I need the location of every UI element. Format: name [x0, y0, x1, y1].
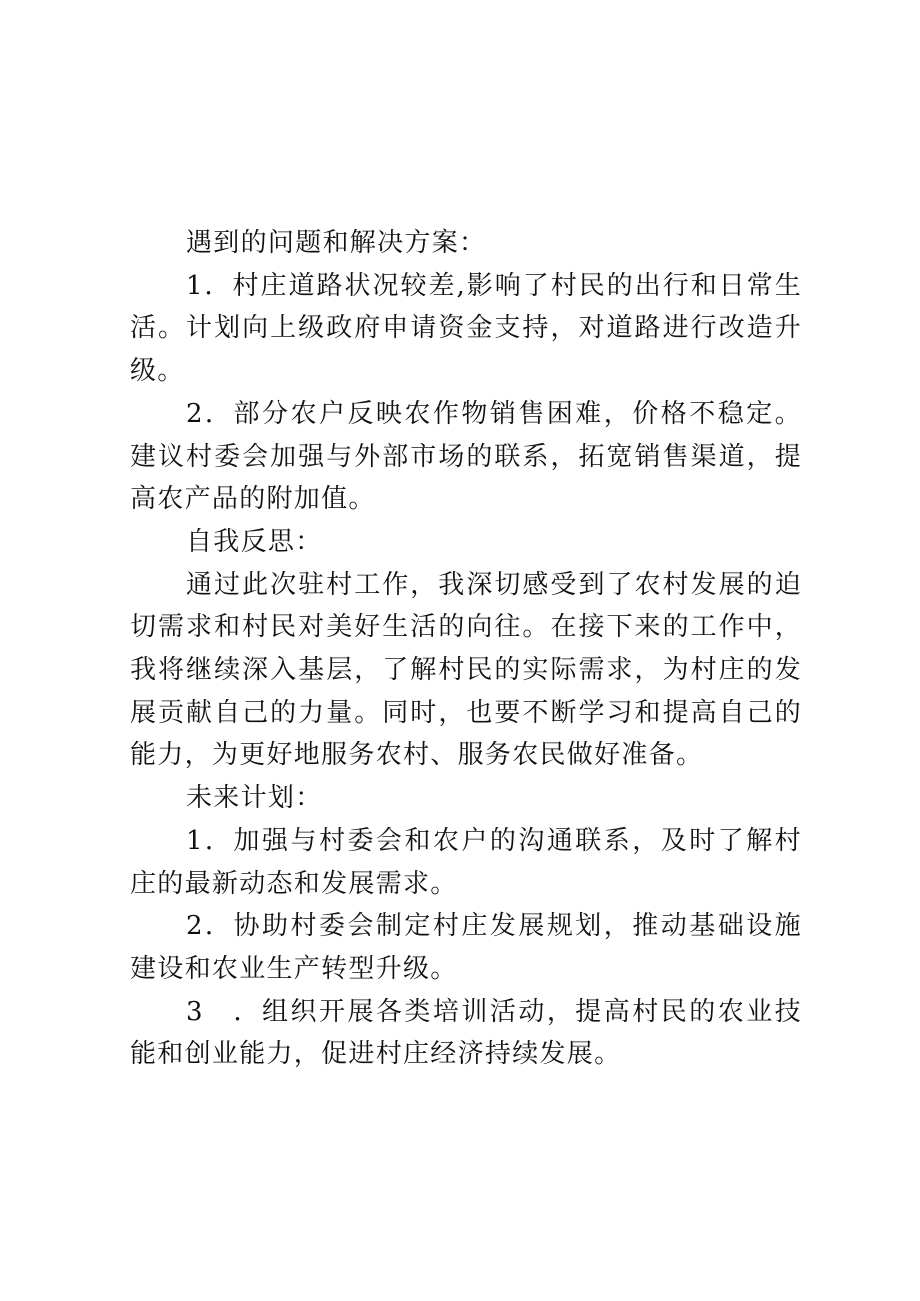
problem-item-1: 1．村庄道路状况较差,影响了村民的出行和日常生活。计划向上级政府申请资金支持，对道路进行改造升级。	[130, 270, 802, 387]
plan-item-2: 2．协助村委会制定村庄发展规划，推动基础设施建设和农业生产转型升级。	[130, 911, 802, 984]
section-heading-future-plan: 未来计划：	[186, 783, 323, 814]
reflection-paragraph: 通过此次驻村工作，我深切感受到了农村发展的迫切需求和村民对美好生活的向往。在接下来的工作中，我将继续深入基层，了解村民的实际需求，为村庄的发展贡献自己的力量。同时，也要不断学习和提高自己的能力，为更好地服务农村、服务农民做好准备。	[130, 569, 802, 771]
section-heading-reflection: 自我反思：	[186, 526, 323, 557]
section-heading-problems: 遇到的问题和解决方案：	[186, 228, 487, 258]
plan-item-3: 3 ．组织开展各类培训活动，提高村民的农业技能和创业能力，促进村庄经济持续发展。	[130, 996, 802, 1070]
problem-item-2: 2．部分农户反映农作物销售困难，价格不稳定。建议村委会加强与外部市场的联系，拓宽销售渠道，提高农产品的附加值。	[130, 398, 802, 515]
plan-item-1: 1．加强与村委会和农户的沟通联系，及时了解村庄的最新动态和发展需求。	[130, 825, 802, 899]
document-body	[130, 222, 802, 1076]
